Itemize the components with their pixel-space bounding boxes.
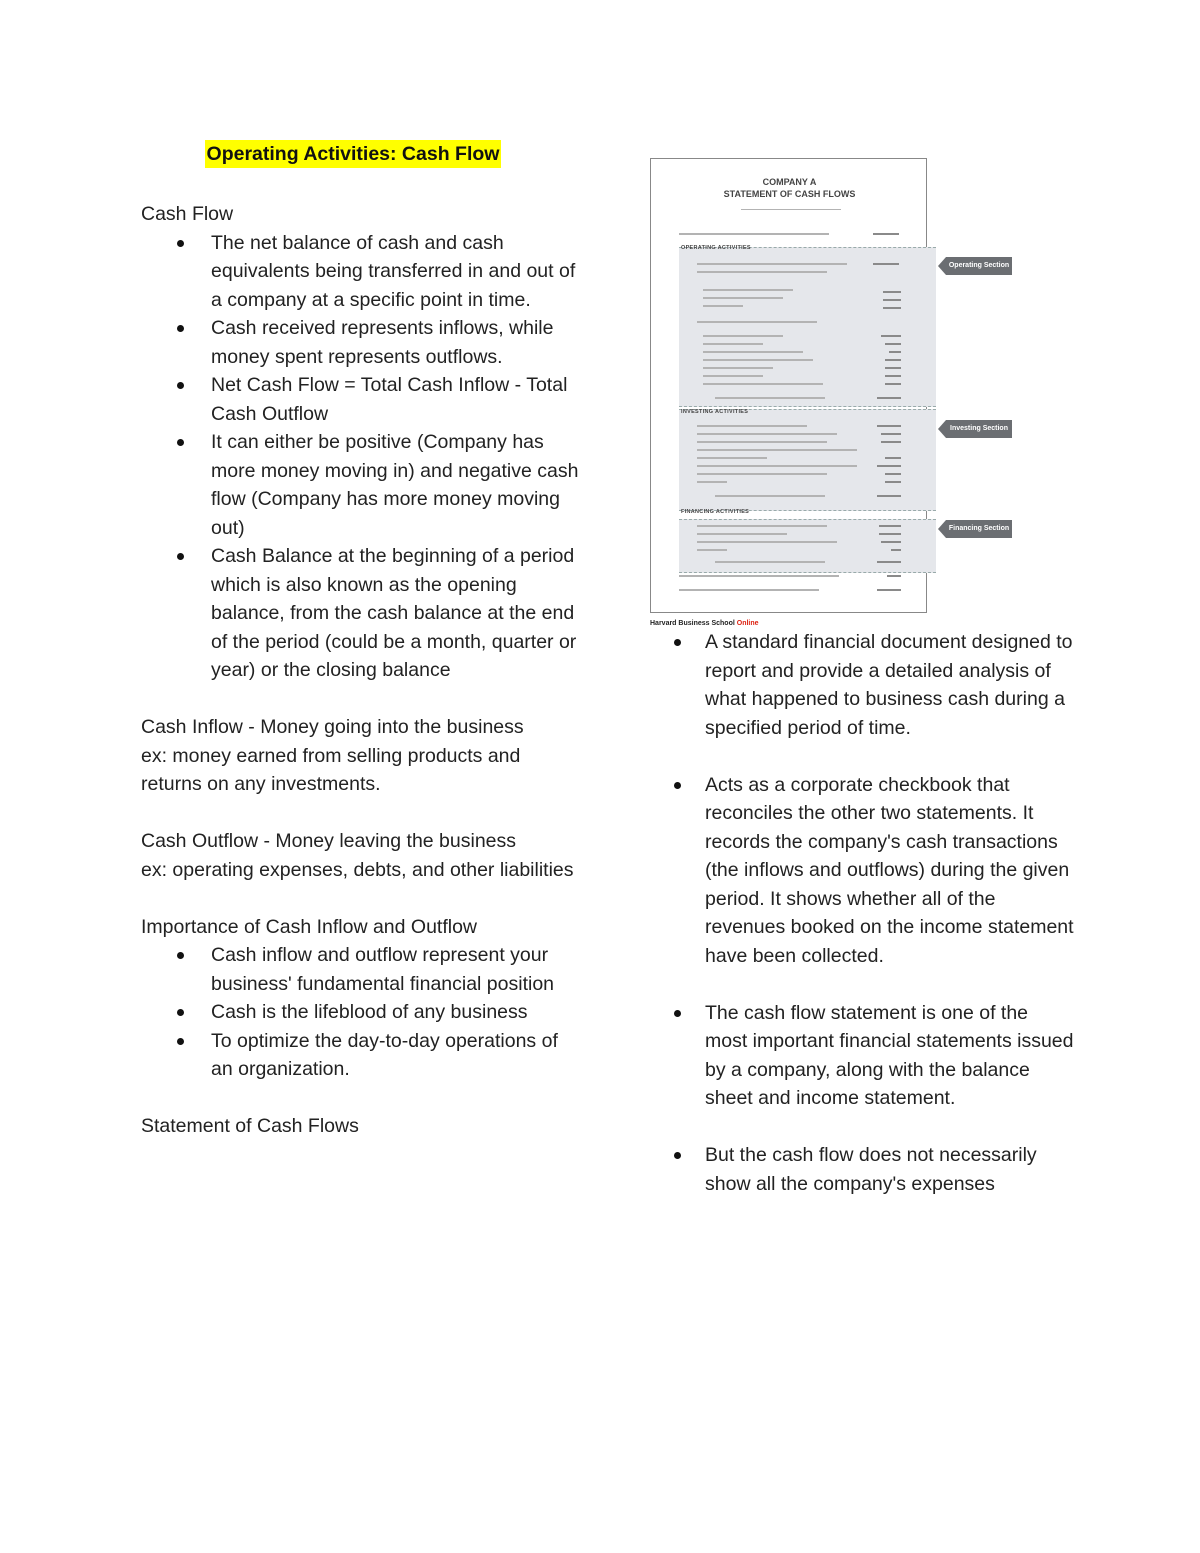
statement-value xyxy=(877,561,901,563)
statement-value xyxy=(885,383,901,385)
statement-row xyxy=(697,481,727,483)
bullet-icon xyxy=(177,1038,184,1045)
statement-value xyxy=(879,533,901,535)
statement-value xyxy=(883,299,901,301)
cash-inflow-example: ex: money earned from selling products and returns on any investments. xyxy=(141,744,521,795)
list-item: Cash inflow and outflow represent your business' fundamental financial position xyxy=(211,941,581,998)
statement-value xyxy=(877,425,901,427)
operating-section-tag: Operating Section xyxy=(946,257,1012,275)
cash-inflow-definition: Cash Inflow - Money going into the business xyxy=(141,716,524,738)
statement-heading: Statement of Cash Flows xyxy=(141,1115,359,1137)
statement-row xyxy=(697,541,837,543)
statement-row xyxy=(697,549,727,551)
statement-row xyxy=(703,359,813,361)
statement-row xyxy=(703,375,763,377)
left-column xyxy=(141,140,581,1141)
statement-row xyxy=(697,525,827,527)
cash-flow-statement-figure xyxy=(650,158,1020,628)
statement-row xyxy=(697,271,827,273)
statement-value xyxy=(885,473,901,475)
page-title: Operating Activities: Cash Flow xyxy=(205,140,502,168)
statement-value xyxy=(887,575,901,577)
statement-row xyxy=(697,263,847,265)
statement-value xyxy=(883,291,901,293)
statement-value xyxy=(881,335,901,337)
statement-row xyxy=(703,383,823,385)
importance-heading: Importance of Cash Inflow and Outflow xyxy=(141,915,478,938)
source-suffix: Online xyxy=(736,620,759,627)
importance-list xyxy=(141,941,581,1084)
statement-value xyxy=(877,495,901,497)
bullet-icon xyxy=(177,382,184,389)
source-brand: Harvard Business School xyxy=(650,620,735,627)
statement-value xyxy=(879,525,901,527)
statement-row xyxy=(703,367,773,369)
net-change-line xyxy=(679,575,839,577)
statement-row xyxy=(697,425,807,427)
statement-value xyxy=(885,481,901,483)
operating-header: OPERATING ACTIVITIES xyxy=(681,245,751,251)
financing-band xyxy=(679,519,936,573)
statement-row xyxy=(697,441,827,443)
bullet-icon xyxy=(177,952,184,959)
statement-row xyxy=(703,343,763,345)
statement-value xyxy=(885,359,901,361)
statement-company: COMPANY A xyxy=(762,177,817,187)
statement-row xyxy=(697,465,857,467)
cash-flow-list xyxy=(141,229,581,685)
bullet-icon xyxy=(674,639,681,646)
list-item: A standard financial document designed to report and provide a detailed analysis of what happened to business cash during a specified period of time. xyxy=(705,628,1075,742)
list-item: The cash flow statement is one of the most important financial statements issued by a company, along with the balance sheet and income statement. xyxy=(705,999,1075,1113)
list-item: But the cash flow does not necessarily show all the company's expenses xyxy=(705,1141,1075,1198)
statement-value xyxy=(885,457,901,459)
statement-row xyxy=(697,449,857,451)
bullet-icon xyxy=(674,1010,681,1017)
statement-value xyxy=(891,549,901,551)
ending-balance-line xyxy=(679,589,819,591)
statement-value xyxy=(877,589,901,591)
investing-header: INVESTING ACTIVITIES xyxy=(681,409,749,415)
investing-section-tag: Investing Section xyxy=(946,420,1012,438)
bullet-icon xyxy=(177,240,184,247)
list-item: Acts as a corporate checkbook that reconciles the other two statements. It records the company's cash transactions (the inflows and outflows) during the given period. It shows whether all of the revenues booked on the income statement have been collected. xyxy=(705,771,1075,971)
statement-value xyxy=(877,465,901,467)
bullet-icon xyxy=(674,782,681,789)
statement-value xyxy=(885,367,901,369)
statement-row xyxy=(703,351,803,353)
list-item: Net Cash Flow = Total Cash Inflow - Total Cash Outflow xyxy=(211,371,581,428)
beginning-balance-line xyxy=(679,233,829,235)
statement-value xyxy=(885,375,901,377)
bullet-icon xyxy=(177,439,184,446)
financing-header: FINANCING ACTIVITIES xyxy=(681,509,750,515)
cash-outflow-definition: Cash Outflow - Money leaving the business xyxy=(141,830,517,852)
right-column xyxy=(650,158,1074,1227)
list-item: To optimize the day-to-day operations of an organization. xyxy=(211,1027,581,1084)
statement-value xyxy=(883,307,901,309)
list-item: It can either be positive (Company has more money moving in) and negative cash flow (Company has more money moving out) xyxy=(211,428,581,542)
statement-row xyxy=(697,533,787,535)
statement-row xyxy=(715,495,825,497)
statement-description-list xyxy=(650,628,1075,1198)
statement-row xyxy=(703,297,783,299)
list-item: Cash is the lifeblood of any business xyxy=(211,998,581,1027)
statement-row xyxy=(697,433,837,435)
cash-flow-heading: Cash Flow xyxy=(141,203,234,225)
statement-title: STATEMENT OF CASH FLOWS xyxy=(723,189,856,199)
statement-row xyxy=(703,335,783,337)
cash-outflow-example: ex: operating expenses, debts, and other liabilities xyxy=(141,858,574,881)
figure-source xyxy=(650,620,759,627)
statement-value xyxy=(881,541,901,543)
bullet-icon xyxy=(177,553,184,560)
list-item: Cash Balance at the beginning of a period which is also known as the opening balance, from the cash balance at the end of the period (could be a month, quarter or year) or the closing balance xyxy=(211,542,581,685)
statement-row xyxy=(715,561,825,563)
statement-row xyxy=(715,397,825,399)
bullet-icon xyxy=(177,1009,184,1016)
statement-value xyxy=(885,343,901,345)
statement-value xyxy=(873,263,899,265)
statement-value xyxy=(889,351,901,353)
statement-value xyxy=(881,441,901,443)
statement-value xyxy=(881,433,901,435)
statement-sheet xyxy=(650,158,927,613)
statement-row xyxy=(703,289,793,291)
statement-value xyxy=(877,397,901,399)
list-item: The net balance of cash and cash equivalents being transferred in and out of a company at a specific point in time. xyxy=(211,229,581,315)
bullet-icon xyxy=(674,1152,681,1159)
statement-row xyxy=(703,305,743,307)
statement-row xyxy=(697,457,767,459)
title-line xyxy=(141,140,565,168)
bullet-icon xyxy=(177,325,184,332)
statement-period-line xyxy=(741,209,841,210)
beginning-balance-value xyxy=(873,233,899,235)
financing-section-tag: Financing Section xyxy=(946,520,1012,538)
statement-row xyxy=(697,473,827,475)
statement-row xyxy=(697,321,817,323)
list-item: Cash received represents inflows, while money spent represents outflows. xyxy=(211,314,581,371)
